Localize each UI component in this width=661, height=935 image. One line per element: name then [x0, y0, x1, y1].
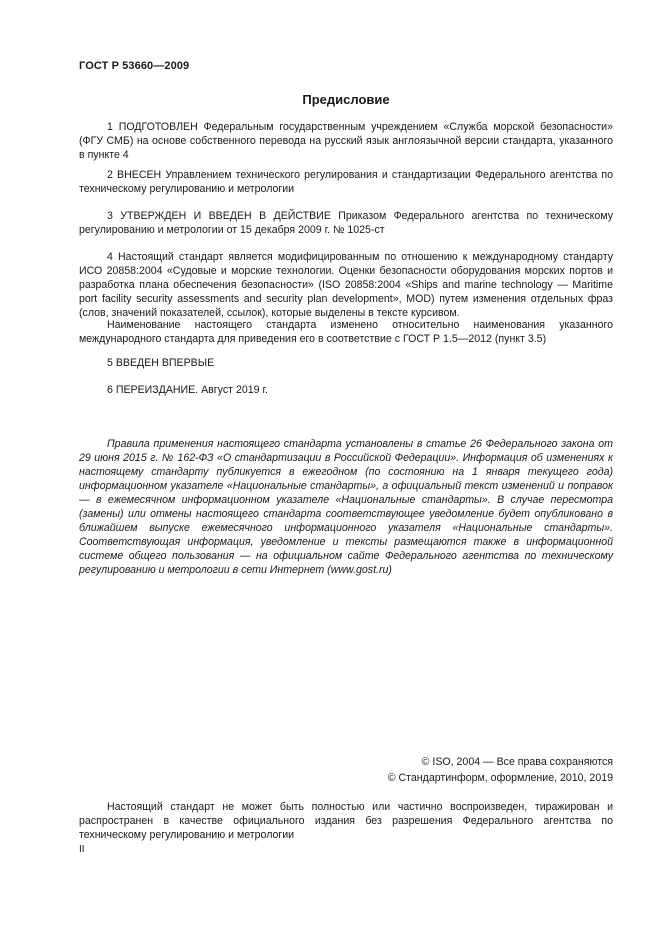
page-title: Предисловие: [302, 92, 390, 107]
document-code-header: ГОСТ Р 53660—2009: [79, 60, 190, 72]
item-4-title-change: Наименование настоящего стандарта изменено относительно наименования указанного международного стандарта для приведения его в соответствие с ГОСТ Р 1.5—2012 (пункт 3.5): [79, 319, 613, 345]
item-5-first-introduced: 5 ВВЕДЕН ВПЕРВЫЕ: [107, 357, 215, 369]
page-number: II: [79, 844, 85, 855]
item-3-approved: 3 УТВЕРЖДЕН И ВВЕДЕН В ДЕЙСТВИЕ Приказом Федерального агентства по техническому регулированию и метрологии от 15 декабря 2009 г. № 1025-ст: [79, 210, 613, 236]
copyright-standartinform: © Стандартинформ, оформление, 2010, 2019: [387, 772, 613, 784]
item-6-reissue: 6 ПЕРЕИЗДАНИЕ. Август 2019 г.: [107, 384, 268, 396]
copyright-iso: © ISO, 2004 — Все права сохраняются: [421, 756, 613, 768]
item-4-modification: 4 Настоящий стандарт является модифицированным по отношению к международному стандарту ИСО 20858:2004 «Судовые и морские технологии. Оценки безопасности оборудования морских портов и разработка плана обеспечения безопасности» (ISO 20858:2004 «Ships and marine technology — Maritime port facility security assessments and security plan development», MOD) путем изменения отдельных фраз (слов, значений показателей, ссылок), которые выделены в тексте курсивом.: [79, 251, 613, 319]
item-1-prepared-by: 1 ПОДГОТОВЛЕН Федеральным государственным учреждением «Служба морской безопасности» (ФГУ СМБ) на основе собственного перевода на русский язык англоязычной версии стандарта, указанного в пункте 4: [79, 121, 613, 161]
rules-of-application-notice: Правила применения настоящего стандарта установлены в статье 26 Федерального закона от 29 июня 2015 г. № 162-ФЗ «О стандартизации в Российской Федерации». Информация об изменениях к настоящему стандарту публикуется в ежегодном (по состоянию на 1 января текущего года) информационном указателе «Национальные стандарты», а официальный текст изменений и поправок — в ежемесячном информационном указателе «Национальные стандарты». В случае пересмотра (замены) или отмены настоящего стандарта соответствующее уведомление будет опубликовано в ближайшем выпуске ежемесячного информационного указателя «Национальные стандарты». Соответствующая информация, уведомление и тексты размещаются также в информационной системе общего пользования — на официальном сайте Федерального агентства по техническому регулированию и метрологии в сети Интернет (www.gost.ru): [79, 438, 613, 576]
reproduction-notice: Настоящий стандарт не может быть полностью или частично воспроизведен, тиражирован и распространен в качестве официального издания без разрешения Федерального агентства по техническому регулированию и метрологии: [79, 801, 613, 841]
item-2-introduced-by: 2 ВНЕСЕН Управлением технического регулирования и стандартизации Федерального агентства по техническому регулированию и метрологии: [79, 169, 613, 195]
